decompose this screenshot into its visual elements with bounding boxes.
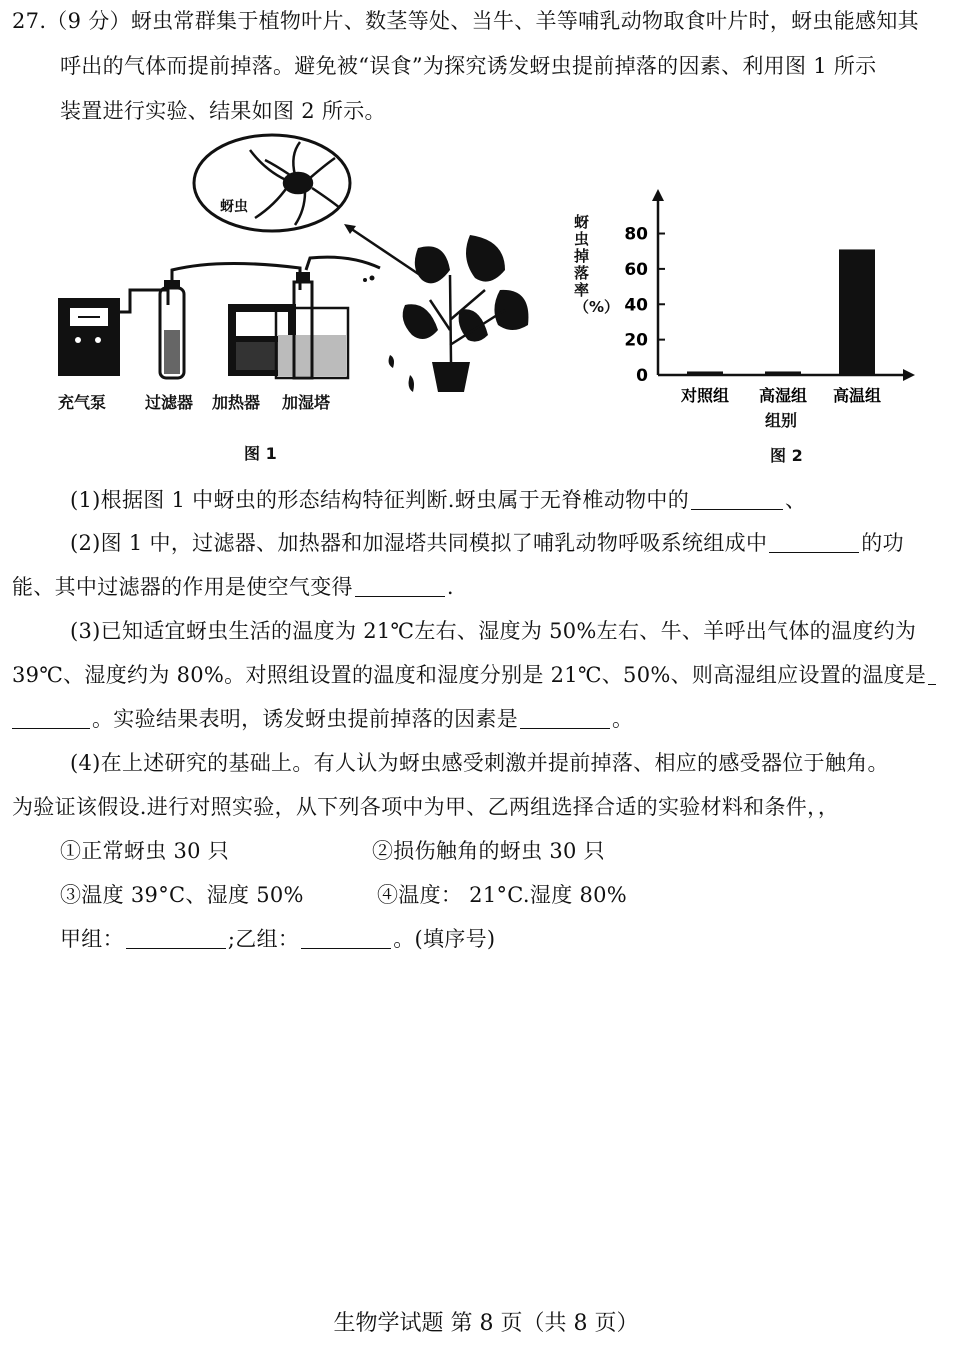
page-footer: 生物学试题 第 8 页（共 8 页）: [333, 1311, 639, 1336]
figure-1-apparatus: [50, 130, 550, 470]
question-2-line-1: [70, 528, 904, 558]
answer-blank-1[interactable]: [691, 487, 783, 510]
question-2-end: .: [446, 575, 454, 599]
answer-blank-2[interactable]: [769, 530, 859, 553]
y-axis-arrow: [652, 189, 664, 201]
x-category-label-1: 高湿组: [758, 386, 808, 405]
figure-1-caption: 图 1: [244, 444, 277, 463]
question-3-text-b: 39℃、湿度约为 80%。对照组设置的温度和湿度分别是 21℃、50%、则高湿组应设置的温度是: [12, 663, 927, 687]
question-2-line-2: [12, 572, 454, 602]
question-3-line-1: (3)已知适宜蚜虫生活的温度为 21℃左右、湿度为 50%左右、牛、羊呼出气体的温度约为: [70, 619, 917, 643]
question-intro-line-2: 呼出的气体而提前掉落。避免被“误食”为探究诱发蚜虫提前掉落的因素、利用图 1 所示: [60, 54, 877, 78]
question-intro-line-3: 装置进行实验、结果如图 2 所示。: [60, 99, 386, 123]
question-3-text-c: 。实验结果表明，诱发蚜虫提前掉落的因素是: [92, 707, 518, 731]
bar-2: [839, 249, 875, 375]
answer-blank-jia[interactable]: [126, 926, 226, 949]
question-4-line-1: (4)在上述研究的基础上。有人认为蚜虫感受刺激并提前掉落、相应的感受器位于触角。: [70, 751, 889, 775]
device-label-filter: 过滤器: [145, 393, 194, 412]
figure-2-bar-chart: [585, 185, 925, 475]
x-category-label-2: 高温组: [832, 386, 882, 405]
group-yi-label: ;乙组：: [227, 927, 300, 951]
answer-blank-4[interactable]: [12, 706, 90, 729]
fill-number-hint: 。(填序号): [393, 927, 496, 951]
question-1: [70, 485, 806, 515]
option-2: ②损伤触角的蚜虫 30 只: [372, 839, 605, 863]
magnify-circle: [194, 135, 350, 231]
question-3-line-3: [12, 704, 633, 734]
aphid-label: 蚜虫: [220, 199, 248, 215]
question-2-text-a: (2)图 1 中，过滤器、加热器和加湿塔共同模拟了哺乳动物呼吸系统组成中: [70, 531, 768, 555]
device-label-humidifier: 加湿塔: [282, 393, 331, 412]
question-4-answer-line: [60, 924, 495, 954]
question-1-end: 、: [785, 488, 807, 512]
option-4: ④温度： 21°C.湿度 80%: [377, 883, 628, 907]
question-4-line-2: 为验证该假设.进行对照实验，从下列各项中为甲、乙两组选择合适的实验材料和条件，，: [12, 795, 840, 819]
question-intro-line-1: 27.（9 分）蚜虫常群集于植物叶片、数茎等处、当牛、羊等哺乳动物取食叶片时，蚜虫能感知其: [12, 9, 919, 33]
question-2-text-c: 能、其中过滤器的作用是使空气变得: [12, 575, 353, 599]
question-3-end: 。: [612, 707, 634, 731]
y-tick-label-1: 20: [624, 330, 648, 351]
answer-blank-4a[interactable]: [928, 662, 936, 685]
device-label-pump: 充气泵: [58, 393, 107, 412]
aphid-icon: [250, 142, 340, 225]
figure-2-caption: 图 2: [770, 446, 803, 465]
answer-blank-3[interactable]: [355, 574, 445, 597]
question-1-text: (1)根据图 1 中蚜虫的形态结构特征判断.蚜虫属于无脊椎动物中的: [70, 488, 690, 512]
plant-icon: [389, 235, 529, 392]
x-category-label-0: 对照组: [680, 386, 730, 405]
answer-blank-5[interactable]: [520, 706, 610, 729]
group-jia-label: 甲组：: [60, 927, 124, 951]
option-3: ③温度 39°C、湿度 50%: [60, 883, 304, 907]
filter-icon: [160, 280, 184, 378]
y-tick-label-3: 60: [624, 259, 648, 280]
device-label-heater: 加热器: [212, 393, 261, 412]
question-3-line-2: [12, 660, 938, 690]
question-2-text-b: 的功: [861, 531, 904, 555]
bar-1: [765, 371, 801, 375]
y-tick-label-4: 80: [624, 224, 648, 245]
y-tick-label-2: 40: [624, 295, 648, 316]
bar-0: [687, 371, 723, 375]
air-pump-icon: [58, 298, 120, 376]
x-axis-arrow: [903, 369, 915, 381]
answer-blank-yi[interactable]: [301, 926, 391, 949]
option-1: ①正常蚜虫 30 只: [60, 839, 230, 863]
chart-y-label: 蚜虫掉落率（%）: [574, 213, 620, 316]
chart-x-category-extra: 组别: [765, 411, 798, 430]
y-tick-label-0: 0: [636, 366, 648, 386]
